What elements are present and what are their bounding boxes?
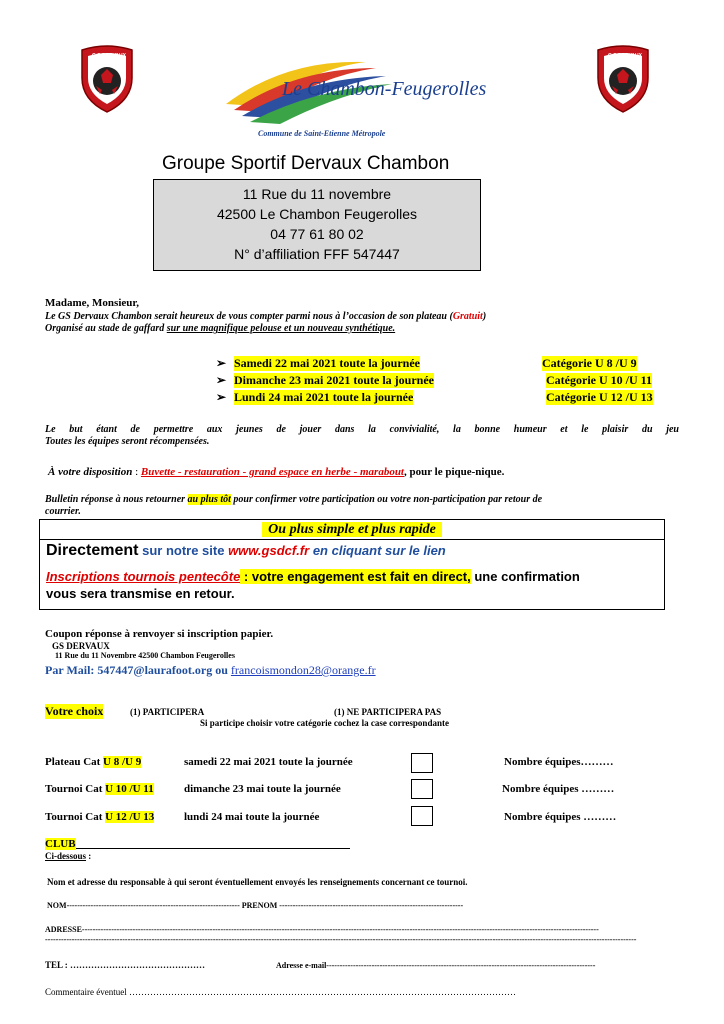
- club-text: CLUB: [45, 838, 76, 850]
- choice-label: Votre choix: [45, 704, 104, 718]
- address-line: 42500 Le Chambon Feugerolles: [216, 206, 418, 222]
- address-box: [153, 179, 481, 271]
- coupon-title: Coupon réponse à renvoyer si inscription papier.: [45, 628, 274, 640]
- affiliation-number: N° d’affiliation FFF 547447: [234, 246, 400, 262]
- reg-when: samedi 22 mai 2021 toute la journée: [184, 756, 353, 768]
- team-count[interactable]: Nombre équipes ………: [502, 783, 615, 795]
- box-header-text: Ou plus simple et plus rapide: [262, 522, 442, 537]
- intro-line-1: [45, 311, 486, 323]
- registration-line: [46, 569, 580, 584]
- option-not-participate[interactable]: (1) NE PARTICIPERA PAS: [334, 707, 442, 717]
- engage-text: : votre engagement est fait en direct,: [240, 569, 471, 584]
- date-text: Samedi 22 mai 2021 toute la journée: [234, 356, 420, 370]
- name-field-line[interactable]: NOM----------------------------------------------------------------- PRENOM ---------------------------------------------------------------------: [47, 901, 464, 910]
- reg-type: Tournoi Cat: [45, 811, 106, 823]
- email-link[interactable]: francoismondon28@orange.fr: [230, 663, 376, 677]
- choice-note: Si participe choisir votre catégorie cochez la case correspondante: [200, 718, 449, 728]
- online-registration-box: [39, 519, 665, 610]
- club-crest-right: [594, 44, 652, 114]
- category-text: Catégorie U 10 /U 11: [546, 373, 652, 387]
- prenom-label: PRENOM: [239, 901, 280, 910]
- mail-text: Par Mail: 547447@laurafoot.org ou: [45, 663, 231, 677]
- email-label: Adresse e-mail: [276, 961, 327, 970]
- team-count[interactable]: Nombre équipes………: [504, 756, 614, 768]
- intro-line-2: [45, 323, 395, 335]
- adresse-label: ADRESSE: [45, 925, 82, 934]
- date-row: [216, 356, 686, 371]
- tel-field[interactable]: TEL : ………………………………………: [45, 960, 206, 970]
- club-input-line[interactable]: [76, 848, 350, 849]
- club-title: Groupe Sportif Dervaux Chambon: [162, 153, 450, 174]
- category-text: Catégorie U 12 /U 13: [546, 390, 653, 404]
- nom-label: NOM: [47, 901, 67, 910]
- confirm-text: une confirmation: [470, 569, 580, 584]
- goal-line-2: Toutes les équipes seront récompensées.: [45, 436, 210, 447]
- disposition-line: [48, 466, 504, 478]
- arrow-bullet-icon: ➢: [216, 390, 227, 404]
- crest-text: G.S.DERVAUX: [92, 53, 126, 59]
- below-label: [45, 851, 91, 861]
- reg-row-type: [45, 783, 154, 795]
- town-subtitle: Commune de Saint-Etienne Métropole: [258, 129, 386, 138]
- reg-row-type: [45, 756, 141, 768]
- colon: :: [86, 851, 92, 861]
- direct-rest: sur notre site: [138, 543, 229, 558]
- reg-type: Tournoi Cat: [45, 783, 106, 795]
- registration-link[interactable]: Inscriptions tournois pentecôte: [46, 569, 241, 584]
- bulletin-line-1: [45, 494, 679, 506]
- reg-row-type: [45, 811, 154, 823]
- email-field-line[interactable]: Adresse e-mail-----------------------------------------------------------------------------------------------------: [276, 961, 596, 970]
- category-checkbox[interactable]: [411, 779, 433, 799]
- salutation: Madame, Monsieur,: [45, 297, 140, 309]
- arrow-bullet-icon: ➢: [216, 356, 227, 370]
- club-label: [45, 838, 76, 850]
- coupon-mail-line: [45, 663, 376, 678]
- address-field-line[interactable]: ADRESSE--------------------------------------------------------------------------------------------------------------------------------------------------------------------------------------------------: [45, 925, 599, 934]
- goal-line-1: Le but étant de permettre aux jeunes de jouer dans la convivialité, la bonne humeur et le plaisir du jeu: [45, 424, 679, 435]
- town-name: Le Chambon-Feugerolles: [282, 78, 487, 100]
- amenities-text: Buvette - restauration - grand espace en herbe - marabout: [140, 466, 404, 478]
- coupon-org: GS DERVAUX: [52, 641, 110, 651]
- reg-category: U 12 /U 13: [105, 811, 155, 823]
- club-crest-left: [78, 44, 136, 114]
- confirm-line-2: vous sera transmise en retour.: [46, 586, 235, 601]
- intro-text: Le GS Dervaux Chambon serait heureux de vous compter parmi nous à l’occasion de son plateau (: [45, 311, 453, 322]
- date-text: Dimanche 23 mai 2021 toute la journée: [234, 373, 434, 387]
- date-text: Lundi 24 mai 2021 toute la journée: [234, 390, 414, 404]
- reg-category: U 8 /U 9: [103, 756, 142, 768]
- coupon-address: 11 Rue du 11 Novembre 42500 Chambon Feugerolles: [55, 651, 235, 660]
- date-row: [216, 373, 686, 388]
- category-checkbox[interactable]: [411, 753, 433, 773]
- direct-line: [46, 542, 446, 560]
- arrow-bullet-icon: ➢: [216, 373, 227, 387]
- below-text: Ci-dessous: [45, 851, 87, 861]
- comment-field[interactable]: Commentaire éventuel …………………………………………………………………………………………………………………: [45, 987, 516, 997]
- phone-number: 04 77 61 80 02: [270, 226, 364, 242]
- reg-type: Plateau Cat: [45, 756, 104, 768]
- free-label: Gratuit: [452, 311, 483, 322]
- address-field-line-2[interactable]: ------------------------------------------------------------------------------------------------------------------------------------------------------------------------------------------------------------------------------: [45, 935, 637, 944]
- reg-when: lundi 24 mai toute la journée: [184, 811, 320, 823]
- intro-text: Organisé au stade de gaffard: [45, 323, 167, 334]
- option-participate[interactable]: (1) PARTICIPERA: [130, 707, 205, 717]
- responsible-note: Nom et adresse du responsable à qui seront éventuellement envoyés les renseignements concernant ce tournoi.: [47, 877, 468, 887]
- reg-category: U 10 /U 11: [105, 783, 154, 795]
- click-text: en cliquant sur le lien: [309, 543, 446, 558]
- bulletin-line-2: courrier.: [45, 506, 81, 517]
- category-text: Catégorie U 8 /U 9: [542, 356, 637, 370]
- town-logo: [216, 54, 487, 144]
- bulletin-text: pour confirmer votre participation ou votre non-participation par retour de: [230, 494, 543, 505]
- team-count[interactable]: Nombre équipes ………: [504, 811, 617, 823]
- disposition-label: À votre disposition: [48, 466, 133, 478]
- disposition-suffix: , pour le pique-nique.: [404, 466, 505, 478]
- date-row: [216, 390, 686, 405]
- category-checkbox[interactable]: [411, 806, 433, 826]
- colon: :: [132, 466, 141, 478]
- direct-text: Directement: [46, 542, 139, 559]
- venue-text: sur une magnifique pelouse et un nouveau synthétique.: [166, 323, 396, 334]
- site-link[interactable]: www.gsdcf.fr: [228, 543, 310, 558]
- crest-text: G.S.DERVAUX: [608, 53, 642, 59]
- address-line: 11 Rue du 11 novembre: [242, 186, 392, 202]
- intro-text: ): [482, 311, 487, 322]
- bulletin-text: Bulletin réponse à nous retourner: [45, 494, 188, 505]
- reg-when: dimanche 23 mai toute la journée: [184, 783, 341, 795]
- asap-text: au plus tôt: [187, 494, 231, 505]
- box-header: [40, 520, 664, 540]
